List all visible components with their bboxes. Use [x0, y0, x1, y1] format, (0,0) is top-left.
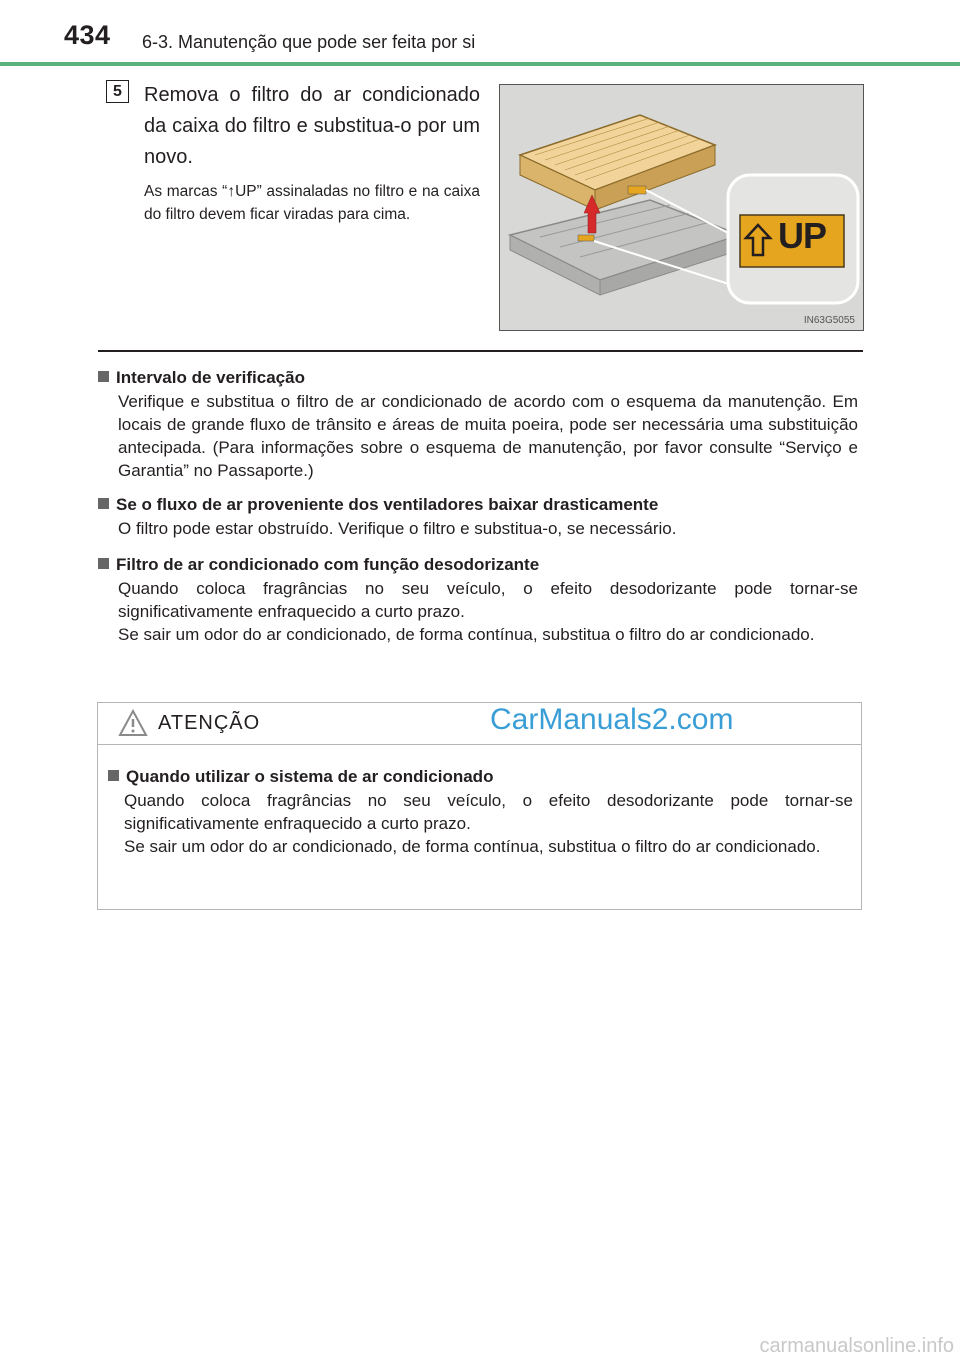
page-number: 434 — [64, 20, 111, 50]
filter-illustration — [499, 84, 864, 331]
up-label: UP — [778, 215, 827, 256]
header-rule — [0, 62, 960, 66]
watermark-text: CarManuals2.com — [490, 703, 734, 736]
filter-diagram — [500, 85, 863, 330]
bullet-square-icon — [98, 371, 109, 382]
section-body: Verifique e substitua o filtro de ar condicionado de acordo com o esquema da manutenção. Em locais de grande fluxo de trânsito e áreas de muita poeira, pode ser necessária uma substituição antecipada. (Para informações sobre o esquema de manutenção, por favor consulte “Serviço e Garantia” no Passaporte.) — [118, 392, 858, 480]
warning-body: Quando coloca fragrâncias no seu veículo, o efeito desodorizante pode tornar-se significativamente enfraquecido a curto prazo. Se sair um odor do ar condicionado, de forma contínua, substitua o filtro do ar condicionado. — [124, 791, 853, 856]
warning-header — [98, 703, 861, 745]
warning-triangle-icon — [118, 709, 148, 737]
bullet-square-icon — [98, 498, 109, 509]
section-check-interval — [98, 366, 858, 482]
section-heading: Filtro de ar condicionado com função desodorizante — [98, 553, 858, 577]
section-heading: Intervalo de verificação — [98, 366, 858, 390]
warning-title: ATENÇÃO — [158, 712, 261, 734]
section-body: Quando coloca fragrâncias no seu veículo, o efeito desodorizante pode tornar-se significativamente enfraquecido a curto prazo. Se sair um odor do ar condicionado, de forma contínua, substitua o filtro do ar condicionado. — [118, 579, 858, 644]
figure-code: IN63G5055 — [803, 315, 855, 326]
bullet-square-icon — [98, 558, 109, 569]
bullet-square-icon — [108, 770, 119, 781]
section-body: O filtro pode estar obstruído. Verifique o filtro e substitua-o, se necessário. — [118, 519, 677, 538]
section-deodorizing-filter — [98, 553, 858, 646]
step-number-badge: 5 — [106, 80, 129, 103]
section-heading: Se o fluxo de ar proveniente dos ventiladores baixar drasticamente — [98, 493, 858, 517]
warning-heading: Quando utilizar o sistema de ar condicionado — [108, 765, 853, 789]
warning-box — [97, 702, 862, 910]
section-divider — [98, 350, 863, 352]
step-instruction: Remova o filtro do ar condicionado da caixa do filtro e substitua-o por um novo. — [144, 84, 480, 168]
warning-section — [108, 765, 853, 858]
section-title: 6-3. Manutenção que pode ser feita por si — [142, 32, 476, 52]
page-header — [0, 0, 960, 66]
footer-watermark: carmanualsonline.info — [759, 1335, 954, 1357]
step-note: As marcas “↑UP” assinaladas no filtro e na caixa do filtro devem ficar viradas para cima. — [144, 183, 480, 223]
section-airflow-drop — [98, 493, 858, 540]
